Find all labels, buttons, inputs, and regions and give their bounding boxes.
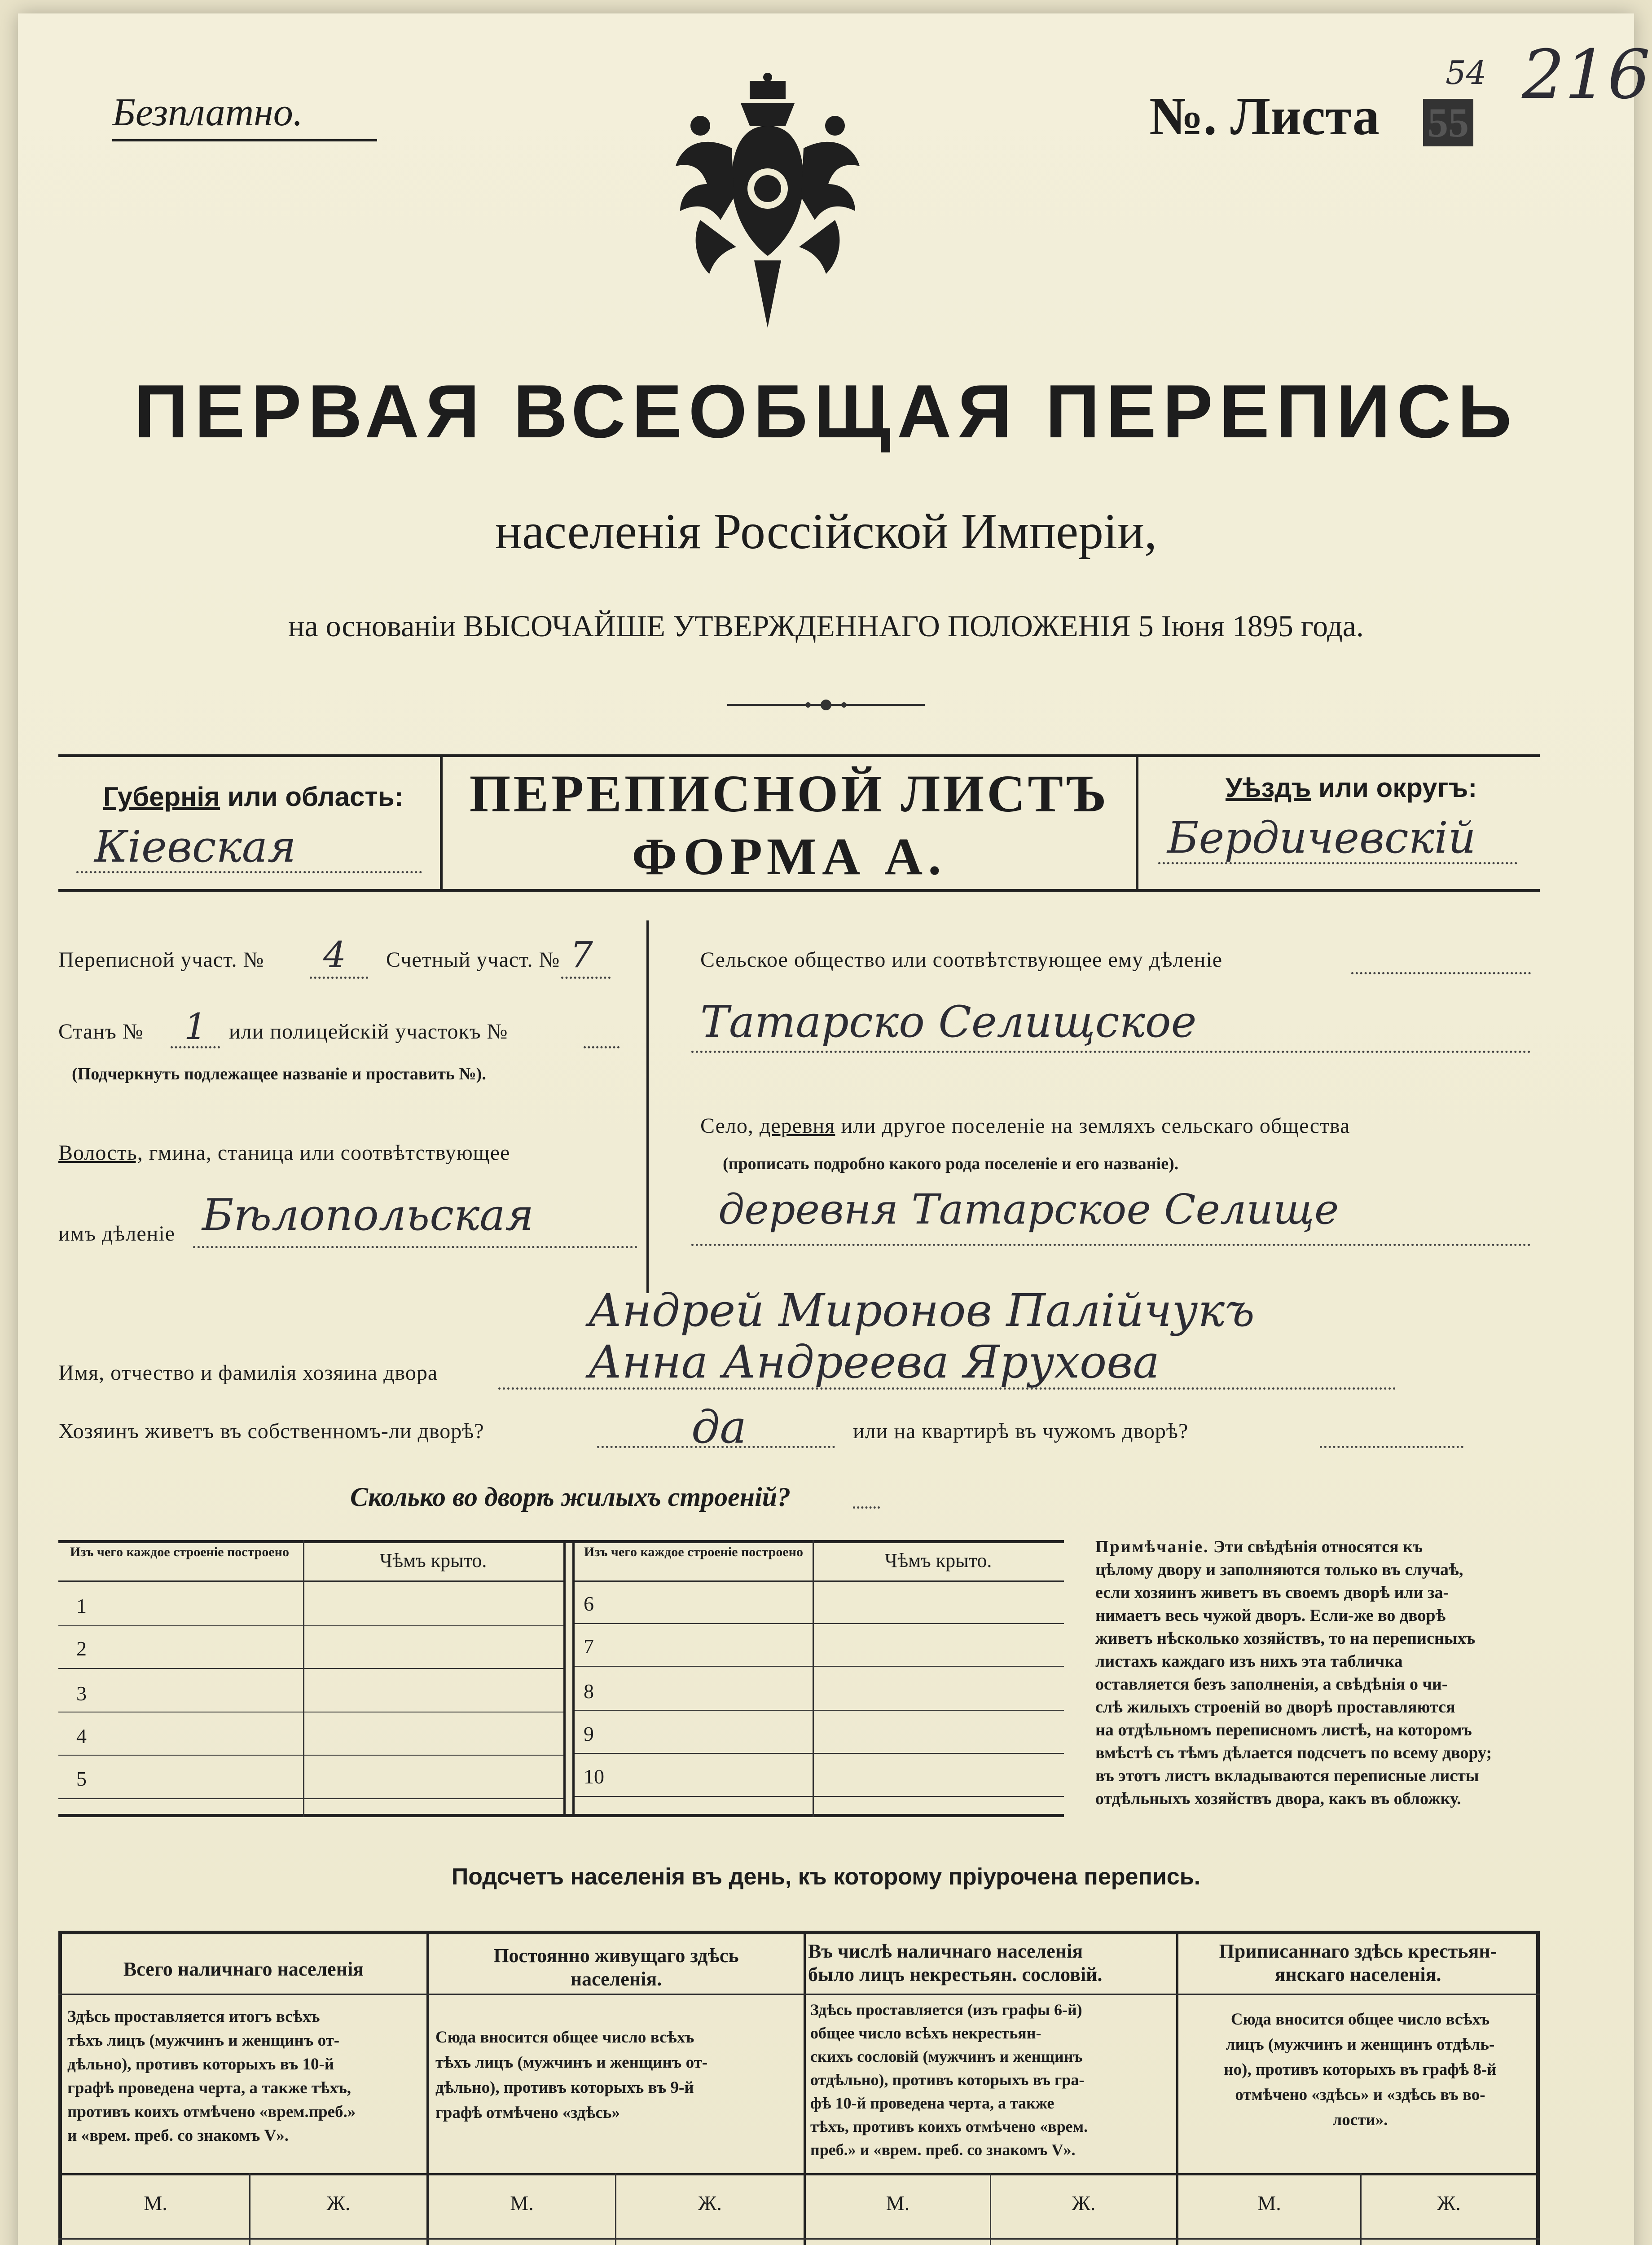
- summary-desc-line: противъ коихъ отмѣчено «врем.преб.»: [67, 2103, 356, 2121]
- summary-col-header: [808, 1940, 1174, 1986]
- summary-col-header-line: было лицъ некрестьян. сословій.: [808, 1963, 1103, 1985]
- stan-line: [171, 1046, 220, 1048]
- society-label: Сельское общество или соотвѣтствующее ему дѣленіе: [700, 948, 1223, 972]
- summary-desc-line: лицъ (мужчинъ и женщинъ отдѣль-: [1226, 2035, 1495, 2054]
- summary-desc-line: лости».: [1332, 2111, 1388, 2129]
- note-line: если хозяинъ живетъ въ своемъ дворѣ или за-: [1095, 1583, 1449, 1602]
- district-label: [1226, 772, 1477, 803]
- note-line: слѣ жилыхъ строеній во дворѣ проставляются: [1095, 1698, 1455, 1717]
- summary-desc-line: графѣ отмѣчено «здѣсь»: [435, 2104, 620, 2122]
- summary-col-desc: [1187, 2007, 1533, 2133]
- note-line: отдѣльныхъ хозяйствъ двора, какъ въ обложку.: [1095, 1789, 1461, 1808]
- summary-desc-line: дѣльно), противъ которыхъ въ 10-й: [67, 2055, 334, 2073]
- building-row-line: [58, 1668, 563, 1669]
- police-line: [584, 1046, 620, 1048]
- summary-desc-line: графѣ проведена черта, а также тѣхъ,: [67, 2079, 351, 2097]
- note-line-text: Эти свѣдѣнія относятся къ: [1213, 1537, 1423, 1556]
- summary-col-header-line: Постоянно живущаго здѣсь: [493, 1945, 739, 1967]
- buildings-col-roof-right: Чѣмъ крыто.: [884, 1549, 992, 1572]
- building-row-number: 7: [584, 1635, 594, 1658]
- village-value: деревня Татарское Селище: [718, 1185, 1339, 1233]
- summary-col-desc: [435, 2025, 799, 2126]
- summary-desc-line: отмѣчено «здѣсь» и «здѣсь въ во-: [1235, 2086, 1485, 2104]
- census-subtitle: населенія Россійской Имперіи,: [495, 504, 1157, 559]
- form-box-top: [58, 754, 1540, 757]
- buildings-header-line-left: [58, 1580, 563, 1582]
- sex-label-female: Ж.: [698, 2192, 722, 2214]
- building-row-number: 2: [76, 1637, 87, 1660]
- imperial-eagle-icon: [673, 72, 862, 341]
- summary-col-header: [1181, 1940, 1535, 1986]
- summary-col-header: [431, 1944, 801, 1991]
- building-row-line: [575, 1623, 1064, 1624]
- society-line-1: [1351, 972, 1531, 974]
- summary-col-header-line: населенія.: [570, 1968, 662, 1990]
- underline-note: (Подчеркнуть подлежащее названіе и проставить №).: [72, 1065, 486, 1083]
- owner-line: [498, 1387, 1396, 1390]
- sheet-number-printed: 55: [1423, 99, 1473, 146]
- society-value: Татарско Селищское: [700, 997, 1197, 1047]
- summary-desc-line: преб.» и «врем. преб. со знакомъ V».: [810, 2141, 1076, 2159]
- sex-label-male: М.: [886, 2192, 910, 2214]
- village-line: [691, 1244, 1531, 1246]
- apartment-label: или на квартирѣ въ чужомъ дворѣ?: [853, 1419, 1189, 1443]
- summary-desc-line: отдѣльно), противъ которыхъ въ гра-: [810, 2071, 1085, 2089]
- fields-divider: [646, 920, 649, 1293]
- building-row-number: 4: [76, 1725, 87, 1748]
- lives-label: Хозяинъ живетъ въ собственномъ-ли дворѣ?: [58, 1419, 484, 1443]
- building-row-line: [575, 1710, 1064, 1711]
- summary-desc-line: тѣхъ лицъ (мужчинъ и женщинъ от-: [435, 2053, 708, 2072]
- volost-label-underlined: Волость,: [58, 1141, 143, 1165]
- census-section-label: Переписной участ. №: [58, 948, 264, 972]
- province-dotted-line: [76, 871, 422, 873]
- buildings-header-line-right: [575, 1580, 1064, 1582]
- summary-desc-line: общее число всѣхъ некрестьян-: [810, 2024, 1041, 2042]
- sex-label-female: Ж.: [1437, 2192, 1461, 2214]
- buildings-col-material-right: Изъ чего каждое строеніе построено: [584, 1545, 803, 1559]
- volost-line: [193, 1246, 637, 1248]
- building-row-number: 3: [76, 1682, 87, 1705]
- district-dotted-line: [1158, 862, 1517, 864]
- census-section-line: [310, 977, 368, 979]
- summary-table-top: [58, 1931, 1540, 1934]
- summary-header-line: [58, 1994, 1540, 1995]
- summary-col-desc: [810, 1998, 1174, 2161]
- buildings-question-line: [853, 1506, 880, 1509]
- sex-label-male: М.: [510, 2192, 534, 2214]
- note-line: въ этотъ листъ вкладываются переписные листы: [1095, 1766, 1479, 1785]
- volost-value: Бѣлопольская: [202, 1190, 534, 1240]
- police-label: или полицейскій участокъ №: [229, 1020, 508, 1043]
- stan-value: 1: [184, 1006, 207, 1048]
- note-line: живетъ нѣсколько хозяйствъ, то на переписныхъ: [1095, 1629, 1476, 1648]
- buildings-question: Сколько во дворѣ жилыхъ строеній?: [350, 1482, 791, 1512]
- summary-desc-line: тѣхъ, противъ коихъ отмѣчено «врем.: [810, 2117, 1088, 2135]
- buildings-col-material-left: Изъ чего каждое строеніе построено: [70, 1545, 289, 1559]
- form-type: ФОРМА А.: [632, 827, 947, 886]
- summary-title: Подсчетъ населенія въ день, къ которому пріурочена перепись.: [451, 1864, 1201, 1890]
- sex-label-female: Ж.: [326, 2192, 351, 2214]
- note-line: нимаетъ весь чужой дворъ. Если-же во дворѣ: [1095, 1606, 1446, 1625]
- building-row-number: 5: [76, 1767, 87, 1790]
- building-row-number: 1: [76, 1594, 87, 1617]
- summary-col-header-line: Приписаннаго здѣсь крестьян-: [1219, 1940, 1497, 1962]
- summary-table-left: [58, 1931, 62, 2245]
- summary-desc-line: но), противъ которыхъ въ графѣ 8-й: [1224, 2060, 1497, 2079]
- summary-desc-line: Сюда вносится общее число всѣхъ: [435, 2028, 694, 2047]
- owner-value-line1: Андрей Миронов Палійчукъ: [588, 1284, 1255, 1337]
- sex-label-female: Ж.: [1072, 2192, 1096, 2214]
- volost-label-end: имъ дѣленіе: [58, 1222, 175, 1246]
- village-label-underlined: деревня: [759, 1114, 835, 1138]
- summary-desc-line: скихъ сословій (мужчинъ и женщинъ: [810, 2047, 1083, 2065]
- buildings-table-bottom: [58, 1814, 1064, 1817]
- district-value: Бердичевскій: [1167, 813, 1476, 863]
- owner-value-line2: Анна Андреева Ярухова: [588, 1336, 1160, 1388]
- province-label-rest: или область:: [227, 782, 404, 812]
- village-label-part1: Село,: [700, 1114, 754, 1138]
- summary-col-header-line: Всего наличнаго населенія: [123, 1958, 364, 1980]
- count-section-label: Счетный участ. №: [386, 948, 560, 972]
- province-value: Кіевская: [94, 822, 296, 872]
- summary-desc-line: Здѣсь проставляется итогъ всѣхъ: [67, 2007, 320, 2026]
- village-note: (прописать подробно какого рода поселеніе и его названіе).: [723, 1154, 1179, 1173]
- stan-label: Станъ №: [58, 1020, 144, 1043]
- note-lead: Примѣчаніе.: [1095, 1537, 1209, 1556]
- note-line: листахъ каждаго изъ нихъ эта табличка: [1095, 1652, 1403, 1671]
- buildings-table-center-left: [563, 1540, 566, 1817]
- building-row-number: 10: [584, 1765, 604, 1788]
- form-name: ПЕРЕПИСНОЙ ЛИСТЪ: [469, 764, 1109, 823]
- buildings-col-roof-left: Чѣмъ крыто.: [379, 1549, 487, 1572]
- apartment-line: [1320, 1446, 1463, 1448]
- owner-label: Имя, отчество и фамилія хозяина двора: [58, 1361, 438, 1385]
- summary-col-header-line: янскаго населенія.: [1274, 1963, 1441, 1985]
- building-row-number: 9: [584, 1722, 594, 1745]
- building-row-line: [575, 1666, 1064, 1667]
- summary-col-header-line: Въ числѣ наличнаго населенія: [808, 1940, 1083, 1962]
- count-section-line: [561, 977, 611, 979]
- sheet-number-label: №. Листа: [1149, 86, 1380, 146]
- summary-desc-line: фѣ 10-й проведена черта, а также: [810, 2094, 1054, 2112]
- summary-desc-line: Сюда вносится общее число всѣхъ: [1230, 2010, 1490, 2029]
- volost-label-rest: гмина, станица или соотвѣтствующее: [149, 1141, 510, 1165]
- sex-label-male: М.: [1257, 2192, 1281, 2214]
- summary-table-right: [1536, 1931, 1540, 2245]
- building-row-line: [575, 1753, 1064, 1754]
- province-label-underlined: Губернія: [103, 782, 220, 812]
- note-line: вмѣстѣ съ тѣмъ дѣлается подсчетъ по всему двору;: [1095, 1743, 1492, 1762]
- summary-col-desc: [67, 2005, 422, 2148]
- village-label: [700, 1114, 1350, 1138]
- summary-sex-line: [58, 2238, 1540, 2240]
- summary-desc-line: [58, 2173, 1540, 2175]
- summary-desc-line: тѣхъ лицъ (мужчинъ и женщинъ от-: [67, 2031, 340, 2050]
- census-title: ПЕРВАЯ ВСЕОБЩАЯ ПЕРЕПИСЬ: [134, 369, 1518, 453]
- summary-desc-line: дѣльно), противъ которыхъ въ 9-й: [435, 2078, 694, 2097]
- count-section-value: 7: [570, 934, 593, 976]
- province-label: [103, 781, 404, 812]
- buildings-note: [1095, 1536, 1540, 1810]
- district-label-underlined: Уѣздъ: [1226, 773, 1311, 803]
- sheet-number-handwritten: 54: [1446, 54, 1487, 92]
- lives-line: [597, 1446, 835, 1448]
- form-box-bottom: [58, 889, 1540, 892]
- building-row-line: [58, 1625, 563, 1626]
- district-label-rest: или округъ:: [1318, 773, 1477, 803]
- ornament-divider-icon: [727, 696, 925, 714]
- summary-desc-line: и «врем. преб. со знакомъ V».: [67, 2126, 289, 2145]
- building-row-line: [575, 1796, 1064, 1797]
- summary-col-header: [63, 1958, 424, 1981]
- archive-number: 216: [1522, 36, 1651, 114]
- building-row-number: 8: [584, 1680, 594, 1703]
- building-row-number: 6: [584, 1592, 594, 1615]
- summary-desc-line: Здѣсь проставляется (изъ графы 6-й): [810, 2001, 1082, 2019]
- volost-label: [58, 1140, 510, 1165]
- building-row-line: [58, 1798, 563, 1799]
- free-label: Безплатно.: [112, 91, 303, 134]
- sex-label-male: М.: [144, 2192, 167, 2214]
- buildings-table-top: [58, 1540, 1064, 1543]
- census-basis: на основаніи ВЫСОЧАЙШЕ УТВЕРЖДЕННАГО ПОЛОЖЕНІЯ 5 Іюня 1895 года.: [288, 609, 1364, 643]
- free-label-underline: [112, 139, 377, 141]
- census-section-value: 4: [323, 934, 346, 976]
- note-line: цѣлому двору и заполняются только въ случаѣ,: [1095, 1560, 1463, 1579]
- lives-value: да: [691, 1401, 747, 1453]
- village-label-part3: или другое поселеніе на земляхъ сельскаго общества: [841, 1114, 1350, 1138]
- building-row-line: [58, 1755, 563, 1756]
- society-line-2: [691, 1051, 1531, 1053]
- note-line: оставляется безъ заполненія, а свѣдѣнія о чи-: [1095, 1675, 1448, 1694]
- note-line: [1095, 1536, 1540, 1558]
- note-line: на отдѣльномъ переписномъ листѣ, на которомъ: [1095, 1721, 1472, 1739]
